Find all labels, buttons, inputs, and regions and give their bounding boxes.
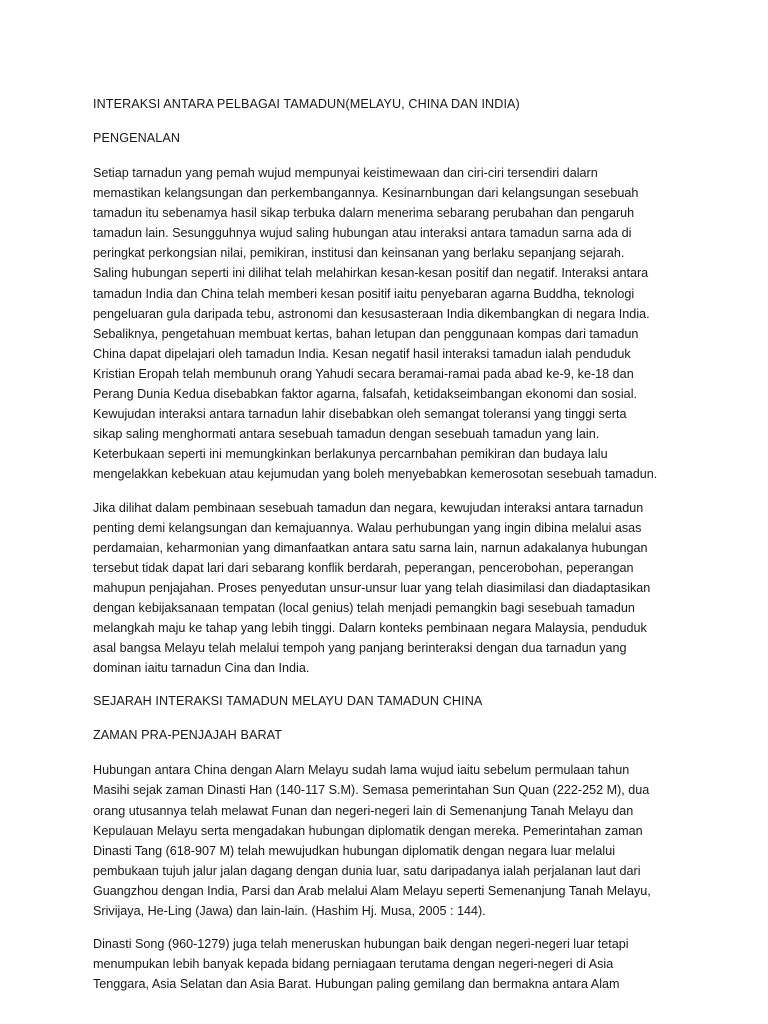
text-line: menumpukan lebih banyak kepada bidang perniagaan terutama dengan negeri-negeri di Asia [93, 957, 614, 972]
text-line: orang utusannya telah melawat Funan dan negeri-negeri lain di Semenanjung Tanah Melayu dan [93, 803, 634, 818]
text-line: pengeluaran gula daripada tebu, astronomi dan kesusasteraan India dikembangkan di negara India. [93, 306, 650, 321]
text-line: sikap saling menghormati antara sesebuah tamadun dengan sesebuah tamadun yang lain. [93, 427, 600, 442]
text-line: Masihi sejak zaman Dinasti Han (140-117 S.M). Semasa pemerintahan Sun Quan (222-252 M), dua [93, 783, 650, 798]
text-line: tamadun India dan China telah memberi kesan positif iaitu penyebaran agarna Buddha, teknologi [93, 286, 635, 301]
text-line: Kristian Eropah telah membunuh orang Yahudi secara beramai-ramai pada abad ke-9, ke-18 dan [93, 366, 634, 381]
text-line: Kepulauan Melayu serta mengadakan hubungan diplomatik dengan mereka. Pemerintahan zaman [93, 823, 643, 838]
text-line: pembukaan tujuh jalur jalan dagang dengan dunia luar, satu daripadanya ialah perjalanan laut dari [93, 863, 641, 878]
text-line: Dinasti Song (960-1279) juga telah meneruskan hubungan baik dengan negeri-negeri luar tetapi [93, 937, 629, 952]
text-line: Hubungan antara China dengan Alarn Melayu sudah lama wujud iaitu sebelum permulaan tahun [93, 763, 630, 778]
text-line: dominan iaitu tarnadun Cina dan India. [93, 661, 310, 676]
paragraph-1 [93, 163, 683, 485]
section-heading-era: ZAMAN PRA-PENJAJAH BARAT [93, 728, 282, 743]
text-line: perdamaian, keharmonian yang dimanfaatkan antara satu sarna lain, narnun adakalanya hubungan [93, 540, 648, 555]
section-heading-history: SEJARAH INTERAKSI TAMADUN MELAYU DAN TAMADUN CHINA [93, 694, 483, 709]
text-line: Dinasti Tang (618-907 M) telah mewujudkan hubungan diplomatik dengan negara luar melalui [93, 843, 616, 858]
text-line: Jika dilihat dalam pembinaan sesebuah tamadun dan negara, kewujudan interaksi antara tarnadun [93, 500, 644, 515]
text-line: Perang Dunia Kedua disebabkan faktor agarna, falsafah, ketidakseimbangan ekonomi dan sosial. [93, 387, 637, 402]
paragraph-3 [93, 760, 683, 921]
text-line: mengelakkan kebekuan atau kejumudan yang boleh menyebabkan kemerosotan sesebuah tamadun. [93, 467, 658, 482]
text-line: Srivijaya, He-Ling (Jawa) dan lain-lain. (Hashim Hj. Musa, 2005 : 144). [93, 904, 486, 918]
text-line: Saling hubungan seperti ini dilihat telah melahirkan kesan-kesan positif dan negatif. Interaksi antara [93, 266, 649, 281]
text-line: Kewujudan interaksi antara tarnadun lahir disebabkan oleh semangat toleransi yang tinggi serta [93, 407, 627, 422]
text-line: China dapat dipelajari oleh tamadun India. Kesan negatif hasil interaksi tamadun ialah penduduk [93, 346, 631, 361]
text-line: Sebaliknya, pengetahuan membuat kertas, bahan letupan dan penggunaan kompas dari tamadun [93, 326, 639, 341]
paragraph-2 [93, 498, 683, 679]
text-line: mahupun penjajahan. Proses penyedutan unsur-unsur luar yang telah diasimilasi dan diadaptasikan [93, 580, 651, 595]
text-line: melangkah maju ke tahap yang lebih tinggi. Dalarn konteks pembinaan negara Malaysia, penduduk [93, 621, 647, 636]
paragraph-4 [93, 934, 683, 994]
text-line: Tenggara, Asia Selatan dan Asia Barat. Hubungan paling gemilang dan bermakna antara Alam [93, 977, 620, 992]
section-heading-intro: PENGENALAN [93, 131, 181, 145]
text-line: Keterbukaan seperti ini memungkinkan berlakunya percarnbahan pemikiran dan budaya lalu [93, 447, 608, 462]
text-line: asal bangsa Melayu telah melalui tempoh yang panjang berinteraksi dengan dua tarnadun yang [93, 641, 627, 656]
text-line: penting demi kelangsungan dan kemajuannya. Walau perhubungan yang ingin dibina melalui asas [93, 520, 642, 535]
text-line: tersebut tidak dapat lari dari sebarang konflik berdarah, peperangan, pencerobohan, peperangan [93, 560, 634, 575]
text-line: dengan kebijaksanaan tempatan (local genius) telah menjadi pemangkin bagi sesebuah tamadun [93, 600, 635, 615]
document-page [93, 94, 683, 1007]
document-title: INTERAKSI ANTARA PELBAGAI TAMADUN(MELAYU, CHINA DAN INDIA) [93, 97, 520, 111]
text-line: memastikan kelangsungan dan perkembangannya. Kesinarnbungan dari kelangsungan sesebuah [93, 186, 639, 201]
text-line: tamadun itu sebenamya hasil sikap terbuka dalarn menerima sebarang perubahan dan pengaruh [93, 206, 635, 221]
text-line: tamadun lain. Sesungguhnya wujud saling hubungan atau interaksi antara tamadun sarna ada di [93, 226, 632, 241]
text-line: Setiap tarnadun yang pemah wujud mempunyai keistimewaan dan ciri-ciri tersendiri dalarn [93, 166, 598, 180]
text-line: Guangzhou dengan India, Parsi dan Arab melalui Alam Melayu seperti Semenanjung Tanah Melayu, [93, 883, 651, 898]
text-line: peringkat perkongsian nilai, pemikiran, institusi dan keinsanan yang berlaku sepanjang sejarah. [93, 246, 625, 261]
